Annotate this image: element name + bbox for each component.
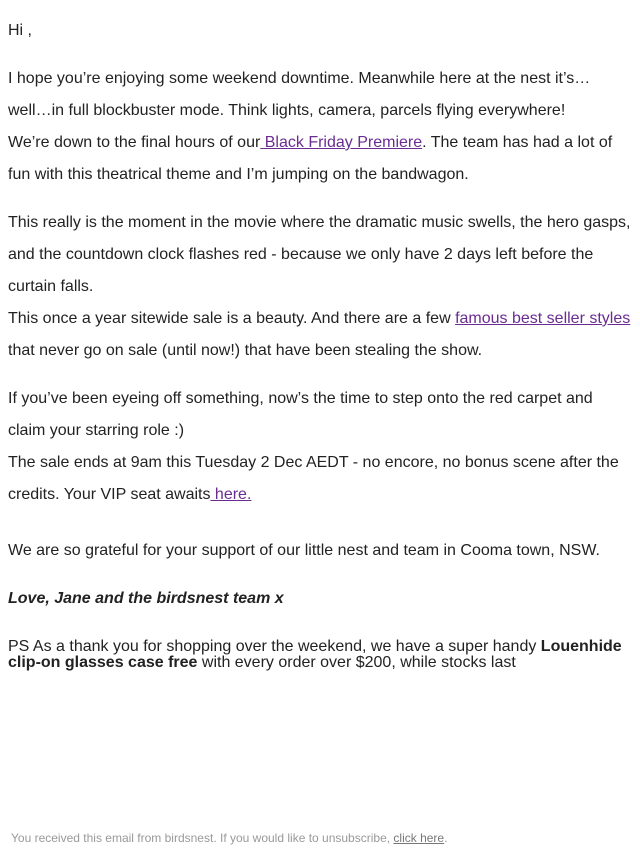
- signoff: Love, Jane and the birdsnest team x: [8, 590, 284, 607]
- spacer: [8, 615, 634, 631]
- footer-text: You received this email from birdsnest. If you would like to unsubscribe,: [11, 831, 394, 845]
- ps-text-before: PS As a thank you for shopping over the weekend, we have a super handy: [8, 638, 541, 655]
- unsubscribe-link[interactable]: click here: [393, 831, 445, 845]
- premiere-text-before: We’re down to the final hours of our: [8, 134, 261, 151]
- unsubscribe-footer: [11, 831, 447, 845]
- vip-seat-here-link[interactable]: here.: [210, 486, 252, 503]
- spacer: [8, 191, 634, 207]
- best-seller-styles-link[interactable]: famous best seller styles: [455, 310, 631, 327]
- spacer: [8, 367, 634, 383]
- red-carpet-paragraph: If you’ve been eyeing off something, now’s the time to step onto the red carpet and claim your starring role :): [8, 390, 593, 439]
- bestseller-paragraph: [8, 303, 634, 367]
- spacer: [8, 47, 634, 63]
- premiere-paragraph: [8, 127, 634, 191]
- black-friday-premiere-link[interactable]: Black Friday Premiere: [260, 134, 423, 151]
- ps-text-after: with every order over $200, while stocks last: [197, 654, 516, 671]
- email-body: [8, 15, 634, 671]
- sale-end-text: The sale ends at 9am this Tuesday 2 Dec AEDT - no encore, no bonus scene after the credits. Your VIP seat awaits: [8, 454, 619, 503]
- sale-end-paragraph: [8, 447, 634, 511]
- spacer: [8, 567, 634, 583]
- spacer: [8, 511, 634, 535]
- greeting: Hi ,: [8, 22, 32, 39]
- ps-paragraph: [8, 639, 634, 671]
- bestseller-text-before: This once a year sitewide sale is a beauty. And there are a few: [8, 310, 456, 327]
- countdown-paragraph: This really is the moment in the movie where the dramatic music swells, the hero gasps, and the countdown clock flashes red - because we only have 2 days left before the curtain falls.: [8, 214, 631, 295]
- gratitude-paragraph: We are so grateful for your support of our little nest and team in Cooma town, NSW.: [8, 542, 600, 559]
- bestseller-text-after: that never go on sale (until now!) that have been stealing the show.: [8, 342, 483, 359]
- footer-period: .: [444, 831, 448, 845]
- premiere-text-after: . The team has had a lot of fun with this theatrical theme and I’m jumping on the bandwagon.: [8, 134, 613, 183]
- intro-paragraph: I hope you’re enjoying some weekend downtime. Meanwhile here at the nest it’s… well…in full blockbuster mode. Think lights, camera, parcels flying everywhere!: [8, 70, 591, 119]
- ps-product-name: Louenhide clip-on glasses case free: [8, 638, 622, 671]
